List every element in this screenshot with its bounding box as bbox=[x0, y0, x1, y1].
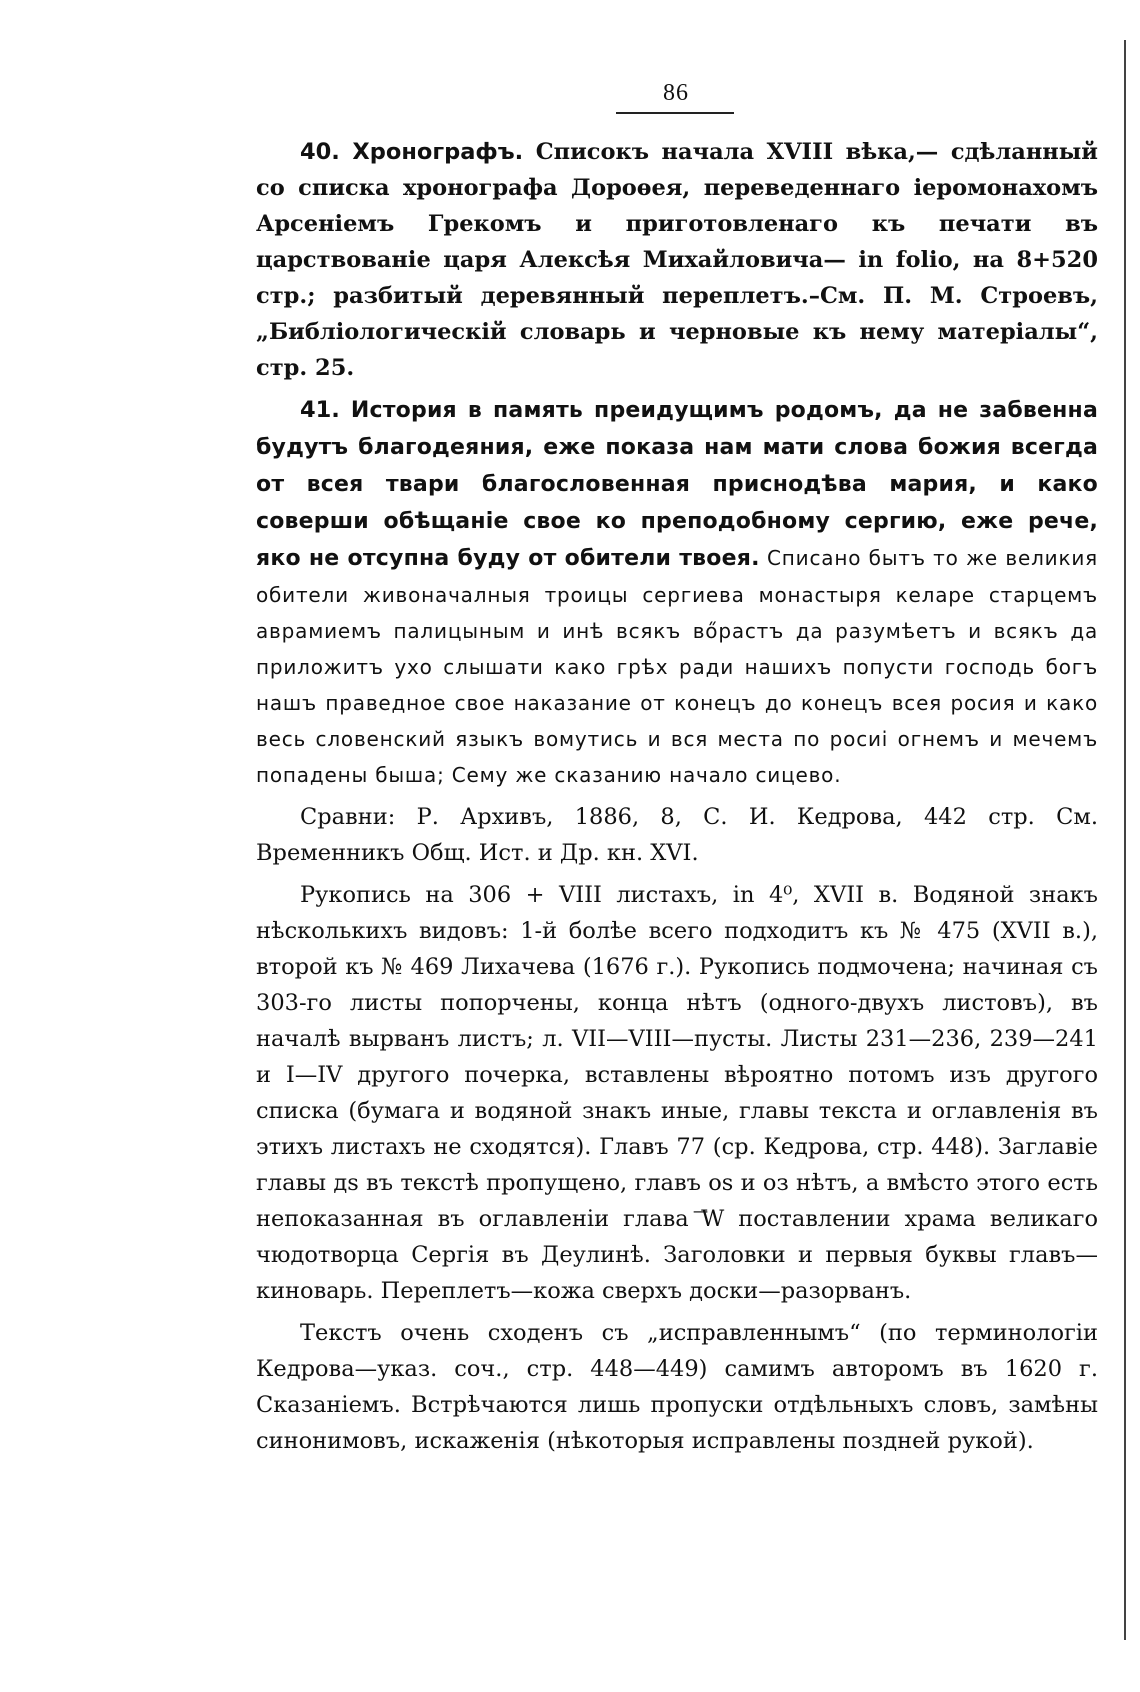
entry-41-title: История в память преидущимъ родомъ, да не забвенна будутъ благодеяния, еже показа нам мати слова божия всегда от всея твари благословенная приснодѣва мария, и како соверши обѣщаніе свое ко преподобному сергию, еже рече, яко не отсупна буду от обители твоея. bbox=[256, 398, 1098, 571]
entry-41-number: 41. bbox=[300, 397, 340, 423]
entry-41 bbox=[256, 392, 1098, 793]
entry-41-slavonic-text: Списано бытъ то же великия обители живоначалныя троицы сергиева монастыря келаре старцемъ аврамиемъ палицыным и инѣ всякъ вőрастъ да разумѣетъ и всякъ да приложитъ ухо слышати како грѣх ради нашихъ попусти господь богъ нашъ праведное свое наказание от конецъ до конецъ всея росия и како весь словенский языкъ вомутись и вся места по росиі огнемъ и мечемъ попадены быша; Сему же сказанию начало сицево. bbox=[256, 546, 1098, 787]
entry-40-title: Хронографъ. bbox=[352, 139, 524, 165]
compare-paragraph: Сравни: Р. Архивъ, 1886, 8, С. И. Кедрова, 442 стр. См. Временникъ Общ. Ист. и Др. кн. XVI. bbox=[256, 804, 1098, 866]
page-body bbox=[256, 134, 1098, 1459]
entry-40-number: 40. bbox=[300, 139, 340, 165]
page-number-rule bbox=[616, 112, 734, 114]
text-note-paragraph: Текстъ очень сходенъ съ „исправленнымъ“ (по терминологіи Кедрова—указ. соч., стр. 448—449) самимъ авторомъ въ 1620 г. Сказаніемъ. Встрѣчаются лишь пропуски отдѣльныхъ словъ, замѣны синонимовъ, искаженія (нѣкоторыя исправлены поздней рукой). bbox=[256, 1320, 1098, 1454]
page-number: 86 bbox=[663, 80, 689, 106]
entry-40 bbox=[256, 134, 1098, 386]
manuscript-description: Рукопись на 306 + VIII листахъ, in 4⁰, XVII в. Водяной знакъ нѣсколькихъ видовъ: 1-й болѣе всего подходитъ къ № 475 (XVII в.), второй къ № 469 Лихачева (1676 г.). Рукопись подмочена; начиная съ 303-го листы попорчены, конца нѣтъ (одного-двухъ листовъ), въ началѣ вырванъ листъ; л. VII—VIII—пусты. Листы 231—236, 239—241 и I—IV другого почерка, вставлены вѣроятно потомъ изъ другого списка (бумага и водяной знакъ иные, главы текста и оглавленія въ этихъ листахъ не сходятся). Главъ 77 (ср. Кедрова, стр. 448). Заглавіе главы дѕ въ текстѣ пропущено, главъ оѕ и оз нѣтъ, а вмѣсто этого есть непоказанная въ оглавленіи глава ͞W поставлении храма великаго чюдотворца Сергія въ Деулинѣ. Заголовки и первыя буквы главъ—киноварь. Переплетъ—кожа сверхъ доски—разорванъ. bbox=[256, 882, 1098, 1304]
entry-40-text: Списокъ начала XVIII вѣка,— сдѣланный со списка хронографа Дороѳея, переведеннаго іеромонахомъ Арсеніемъ Грекомъ и приготовленаго къ печати въ царствованіе царя Алексѣя Михайловича— in folio, на 8+520 стр.; разбитый деревянный переплетъ.–См. П. М. Строевъ, „Библіологическій словарь и черновые къ нему матеріалы“, стр. 25. bbox=[256, 139, 1098, 381]
page-edge-line bbox=[1124, 40, 1126, 1640]
